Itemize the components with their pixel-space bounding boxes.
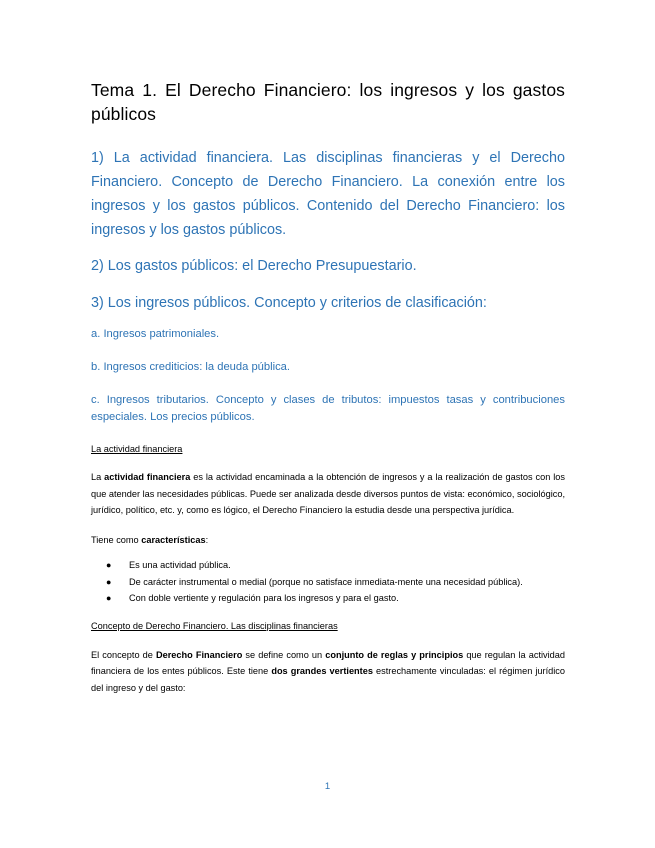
paragraph-text: El concepto de <box>91 649 156 660</box>
paragraph-concepto <box>91 647 565 697</box>
paragraph-text: se define como un <box>242 649 326 660</box>
paragraph-caracteristicas <box>91 532 565 549</box>
paragraph-text: que regulan la actividad financiera de los entes públicos. Este tiene <box>91 649 566 677</box>
list-item-text: Es una actividad pública. <box>129 560 231 571</box>
outline-item-3: 3) Los ingresos públicos. Concepto y criterios de clasificación: <box>91 295 487 311</box>
bullet-icon: ● <box>106 593 112 604</box>
bold-term: Derecho Financiero <box>155 649 243 660</box>
list-item <box>106 557 565 574</box>
outline-item-1: 1) La actividad financiera. Las disciplinas financieras y el Derecho Financiero. Concepto de Derecho Financiero. La conexión entre los ingresos y los gastos públicos. Contenido del Derecho Financiero: los ingresos y los gastos públicos. <box>91 150 565 238</box>
paragraph-text: estrechamente vinculadas: el régimen jurídico del ingreso y del gasto: <box>91 666 565 694</box>
paragraph-text: es la actividad encaminada a la obtención de ingresos y a la realización de gastos con los que atender las necesidades públicas. Puede ser analizada desde diversos puntos de vista: económico, sociológico, jurídico, político, etc. y, como es lógico, el Derecho Financiero la estudia desde una perspectiva jurídica. <box>91 472 565 516</box>
page-content <box>91 78 565 697</box>
bullet-list <box>91 557 565 607</box>
bullet-icon: ● <box>106 560 112 571</box>
page-number: 1 <box>324 781 331 792</box>
paragraph-text: La <box>91 472 105 482</box>
paragraph-actividad <box>91 469 565 519</box>
outline-item-2: 2) Los gastos públicos: el Derecho Presupuestario. <box>91 258 417 274</box>
outline-sub-a: a. Ingresos patrimoniales. <box>91 328 220 340</box>
bold-term: conjunto de reglas y principios <box>325 649 464 660</box>
bold-term: características <box>141 534 206 545</box>
outline-sub-b: b. Ingresos crediticios: la deuda pública. <box>91 361 291 373</box>
paragraph-text: Tiene como <box>91 534 142 545</box>
paragraph-text: : <box>205 534 209 545</box>
bold-term: dos grandes vertientes <box>271 666 373 677</box>
section-heading-actividad: La actividad financiera <box>91 444 183 454</box>
list-item <box>106 574 565 591</box>
outline-sub-c: c. Ingresos tributarios. Concepto y clases de tributos: impuestos tasas y contribuciones especiales. Los precios públicos. <box>91 394 565 423</box>
list-item-text: De carácter instrumental o medial (porque no satisface inmediata-mente una necesidad pública). <box>129 576 523 587</box>
list-item-text: Con doble vertiente y regulación para los ingresos y para el gasto. <box>129 593 399 604</box>
bullet-icon: ● <box>106 576 112 587</box>
bold-term: actividad financiera <box>104 472 191 482</box>
list-item <box>106 590 565 607</box>
document-title: Tema 1. El Derecho Financiero: los ingresos y los gastos públicos <box>91 80 565 124</box>
section-heading-concepto: Concepto de Derecho Financiero. Las disciplinas financieras <box>91 620 338 631</box>
